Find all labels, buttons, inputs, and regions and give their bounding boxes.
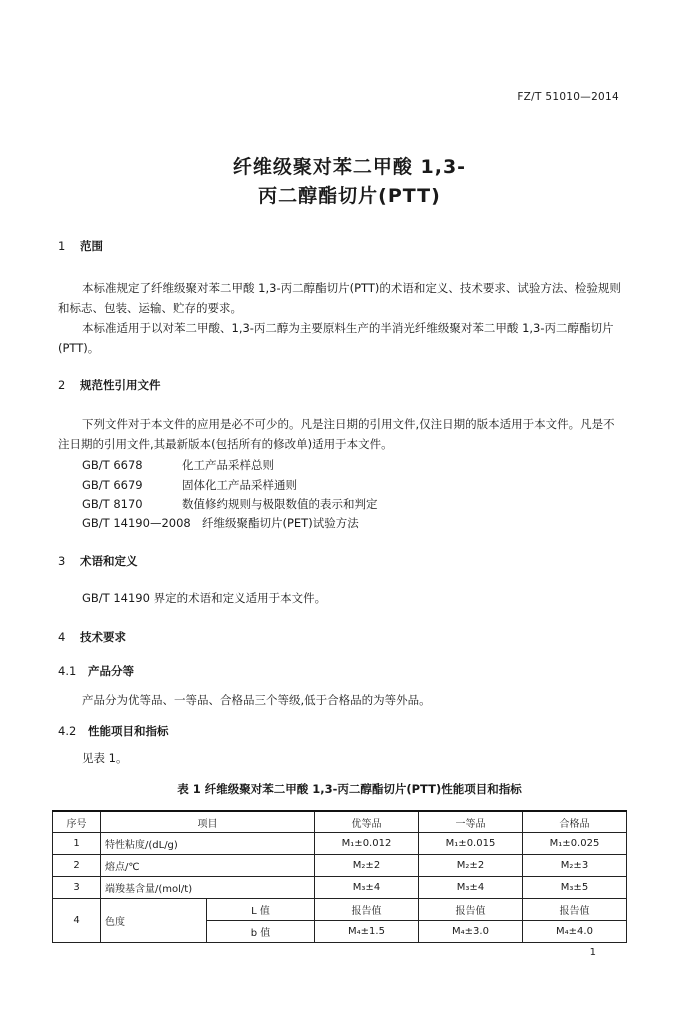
row-no: 3	[53, 877, 101, 899]
section-3-heading	[58, 553, 138, 569]
section-number: 3	[58, 554, 66, 568]
row-subitem-b: b 值	[207, 921, 315, 943]
table-header-row	[53, 811, 627, 833]
section-number: 2	[58, 378, 66, 392]
reference-title: 固体化工产品采样通则	[182, 478, 297, 492]
section-number: 1	[58, 239, 66, 253]
page-number: 1	[589, 947, 596, 958]
reference-code: GB/T 6679	[82, 478, 143, 492]
row-item: 色度	[101, 899, 207, 943]
standard-code: FZ/T 51010—2014	[517, 91, 619, 103]
document-title-line2: 丙二醇酯切片(PTT)	[258, 185, 441, 207]
document-title-line1: 纤维级聚对苯二甲酸 1,3-	[232, 156, 467, 178]
table-row	[53, 877, 627, 899]
table-row	[53, 899, 627, 921]
header-grade-superior: 优等品	[315, 811, 419, 833]
table-row	[53, 833, 627, 855]
row-no: 1	[53, 833, 101, 855]
row-value-first: M₂±2	[419, 855, 523, 877]
subsection-4-1-heading	[58, 663, 134, 679]
row-subitem-l: L 值	[207, 899, 315, 921]
section-2-paragraph-1: 下列文件对于本文件的应用是必不可少的。凡是注日期的引用文件,仅注日期的版本适用于本文件。凡是不注日期的引用文件,其最新版本(包括所有的修改单)适用于本文件。	[58, 417, 615, 451]
reference-item	[82, 496, 378, 512]
reference-code: GB/T 6678	[82, 458, 143, 472]
subsection-number: 4.1	[58, 664, 77, 678]
row-value-first: 报告值	[419, 899, 523, 921]
properties-table	[52, 810, 627, 943]
header-grade-qualified: 合格品	[523, 811, 627, 833]
row-value-superior: M₃±4	[315, 877, 419, 899]
header-item: 项目	[101, 811, 315, 833]
section-title: 技术要求	[80, 630, 126, 644]
row-value-superior: M₂±2	[315, 855, 419, 877]
reference-item	[82, 457, 274, 473]
section-number: 4	[58, 630, 66, 644]
section-title: 术语和定义	[80, 554, 138, 568]
table-caption: 表 1 纤维级聚对苯二甲酸 1,3-丙二醇酯切片(PTT)性能项目和指标	[177, 782, 522, 796]
row-no: 2	[53, 855, 101, 877]
section-1-heading	[58, 238, 103, 254]
reference-title: 化工产品采样总则	[182, 458, 274, 472]
reference-item	[82, 515, 359, 531]
row-item: 特性粘度/(dL/g)	[101, 833, 315, 855]
table-row	[53, 855, 627, 877]
section-2-heading	[58, 377, 161, 393]
subsection-4-2-heading	[58, 723, 169, 739]
row-item: 端羧基含量/(mol/t)	[101, 877, 315, 899]
section-1-paragraph-1: 本标准规定了纤维级聚对苯二甲酸 1,3-丙二醇酯切片(PTT)的术语和定义、技术要求、试验方法、检验规则和标志、包装、运输、贮存的要求。	[58, 281, 621, 315]
subsection-number: 4.2	[58, 724, 77, 738]
section-1-paragraph-2: 本标准适用于以对苯二甲酸、1,3-丙二醇为主要原料生产的半消光纤维级聚对苯二甲酸 1,3-丙二醇酯切片(PTT)。	[58, 321, 614, 355]
row-value-qualified: M₃±5	[523, 877, 627, 899]
subsection-title: 性能项目和指标	[88, 724, 169, 738]
row-value-superior: 报告值	[315, 899, 419, 921]
subsection-title: 产品分等	[88, 664, 134, 678]
row-value-first: M₄±3.0	[419, 921, 523, 943]
reference-code: GB/T 14190—2008	[82, 516, 191, 530]
section-title: 范围	[80, 239, 103, 253]
row-value-qualified: 报告值	[523, 899, 627, 921]
row-value-qualified: M₄±4.0	[523, 921, 627, 943]
section-title: 规范性引用文件	[80, 378, 161, 392]
section-3-paragraph-1: GB/T 14190 界定的术语和定义适用于本文件。	[82, 591, 327, 605]
subsection-4-2-paragraph: 见表 1。	[82, 751, 128, 765]
row-value-superior: M₁±0.012	[315, 833, 419, 855]
reference-code: GB/T 8170	[82, 497, 143, 511]
reference-title: 纤维级聚酯切片(PET)试验方法	[202, 516, 359, 530]
row-no: 4	[53, 899, 101, 943]
header-grade-first: 一等品	[419, 811, 523, 833]
subsection-4-1-paragraph: 产品分为优等品、一等品、合格品三个等级,低于合格品的为等外品。	[82, 693, 431, 707]
header-no: 序号	[53, 811, 101, 833]
row-value-qualified: M₁±0.025	[523, 833, 627, 855]
row-value-first: M₃±4	[419, 877, 523, 899]
row-value-qualified: M₂±3	[523, 855, 627, 877]
row-value-superior: M₄±1.5	[315, 921, 419, 943]
reference-title: 数值修约规则与极限数值的表示和判定	[182, 497, 378, 511]
section-4-heading	[58, 629, 126, 645]
row-item: 熔点/℃	[101, 855, 315, 877]
reference-item	[82, 477, 297, 493]
row-value-first: M₁±0.015	[419, 833, 523, 855]
